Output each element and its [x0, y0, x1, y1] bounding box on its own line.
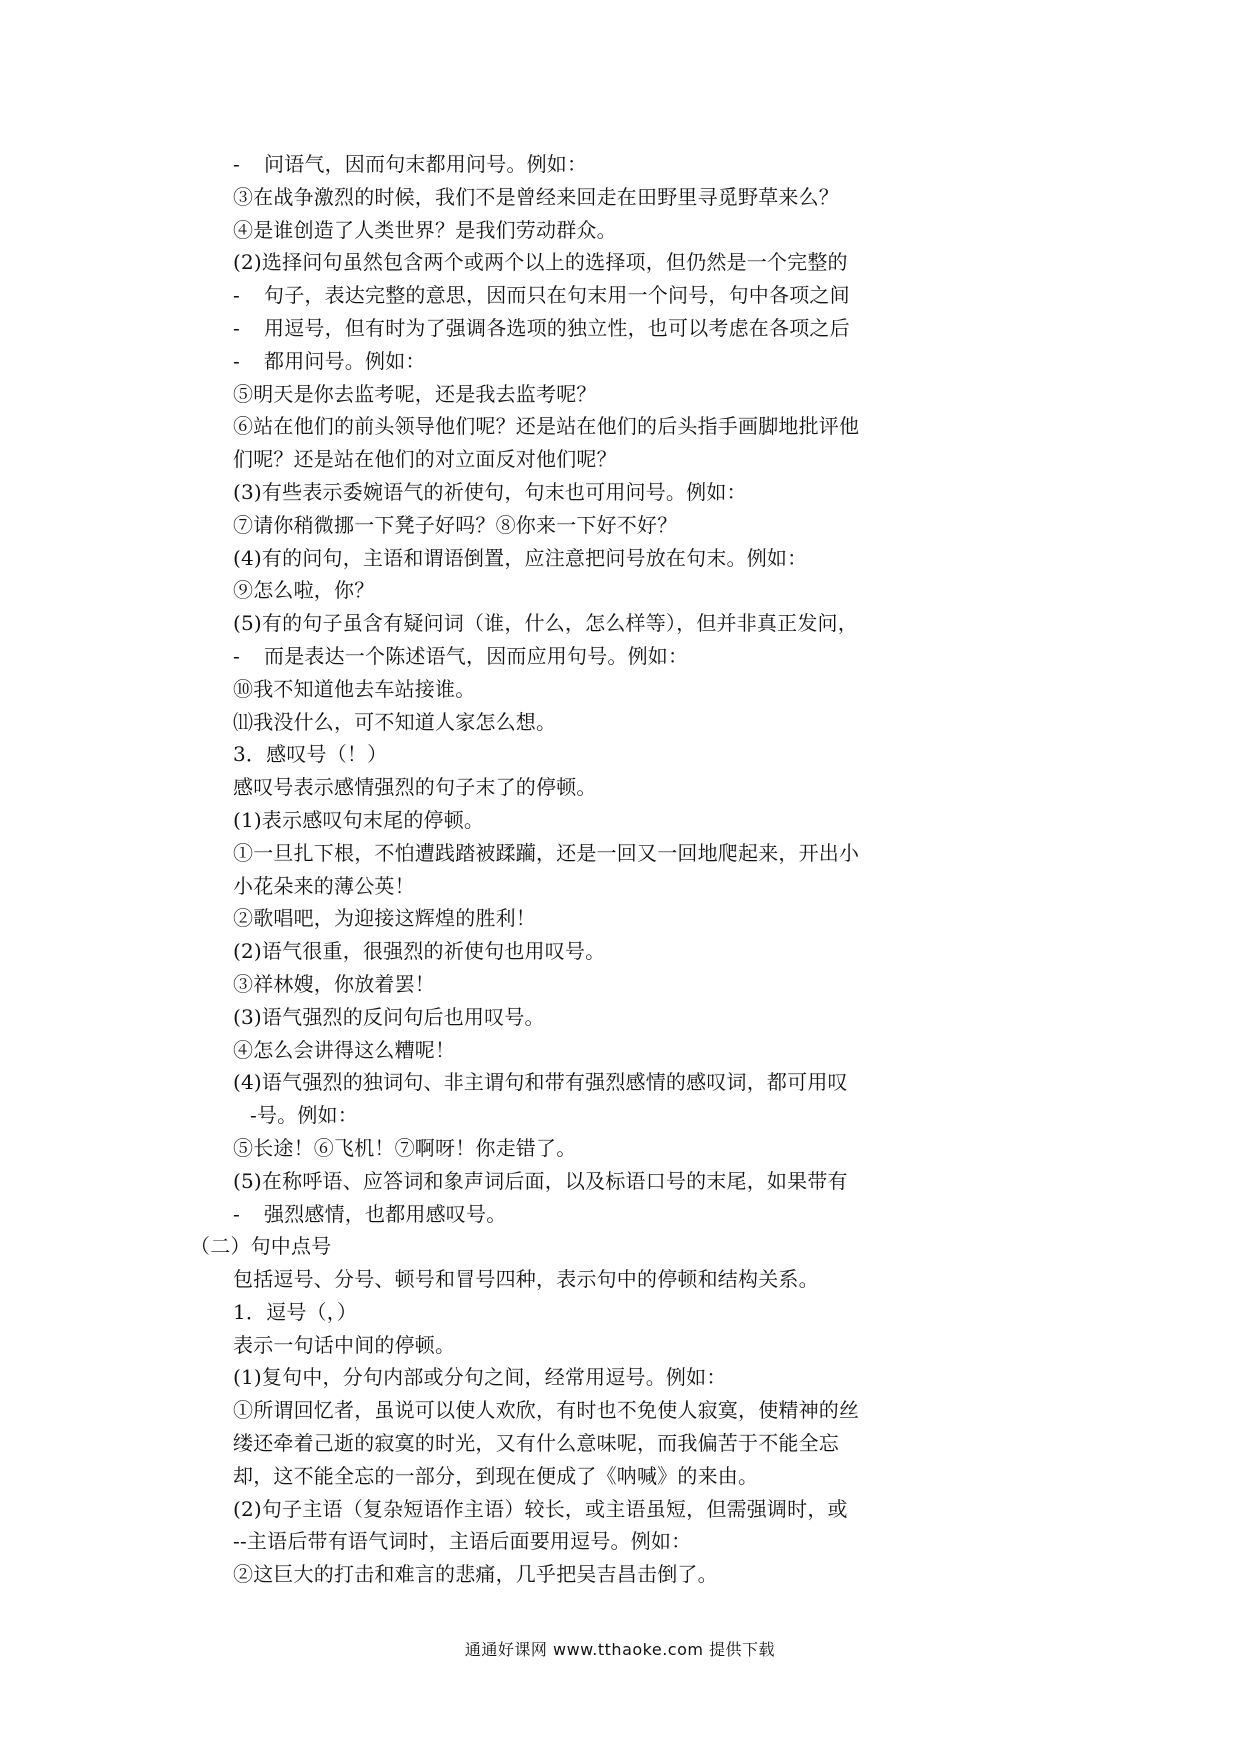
text-line: (4)有的问句，主语和谓语倒置，应注意把问号放在句末。例如：: [233, 545, 808, 570]
text-line: [0, 148, 1240, 181]
text-line: ②歌唱吧，为迎接这辉煌的胜利！: [233, 906, 536, 931]
text-line: [0, 640, 1240, 673]
continuation-dash: -: [233, 152, 240, 176]
text-line: ④是谁创造了人类世界？是我们劳动群众。: [233, 217, 617, 242]
line-text: 强烈感情，也都用感叹号。: [264, 1201, 507, 1226]
text-line: (2)句子主语（复杂短语作主语）较长，或主语虽短，但需强调时，或: [233, 1496, 848, 1521]
text-line: ⑤长途！⑥飞机！⑦啊呀！你走错了。: [233, 1135, 577, 1160]
text-line: [0, 345, 1240, 378]
text-line: [0, 312, 1240, 345]
text-line: ③在战争激烈的时候，我们不是曾经来回走在田野里寻觅野草来么？: [233, 184, 839, 209]
text-line: 缕还牵着己逝的寂寞的时光，又有什么意味呢，而我偏苦于不能全忘: [233, 1431, 839, 1456]
text-line: [0, 279, 1240, 312]
text-line: ②这巨大的打击和难言的悲痛，几乎把吴吉昌击倒了。: [233, 1562, 718, 1587]
line-text: 问语气，因而句末都用问号。例如：: [264, 152, 588, 176]
continuation-dash: -: [233, 1201, 240, 1226]
text-line: 小花朵来的薄公英！: [233, 873, 415, 898]
text-line: -号。例如：: [250, 1103, 358, 1128]
continuation-dash: -: [233, 348, 240, 373]
text-line: (2)语气很重，很强烈的祈使句也用叹号。: [233, 939, 606, 964]
text-line: 感叹号表示感情强烈的句子末了的停顿。: [233, 775, 597, 800]
text-line: ①一旦扎下根，不怕遭践踏被蹂躏，还是一回又一回地爬起来，开出小: [233, 840, 860, 865]
page-footer: 通通好课网 www.tthaoke.com 提供下载: [464, 1640, 776, 1659]
text-line: (1)表示感叹句末尾的停顿。: [233, 807, 485, 832]
line-text: 而是表达一个陈述语气，因而应用句号。例如：: [264, 643, 689, 668]
text-line: ⑦请你稍微挪一下凳子好吗？⑧你来一下好不好？: [233, 512, 678, 537]
continuation-dash: -: [233, 283, 240, 308]
text-line: ③祥林嫂，你放着罢！: [233, 971, 435, 996]
text-line: 3．感叹号（！）: [233, 742, 388, 767]
text-line: ⑾我没什么，可不知道人家怎么想。: [233, 709, 557, 734]
document-body: [0, 148, 1240, 1591]
text-line: (1)复句中，分句内部或分句之间，经常用逗号。例如：: [233, 1365, 727, 1390]
text-line: 包括逗号、分号、顿号和冒号四种，表示句中的停顿和结构关系。: [233, 1267, 819, 1292]
text-line: (2)选择问句虽然包含两个或两个以上的选择项，但仍然是一个完整的: [233, 250, 848, 275]
text-line: ④怎么会讲得这么糟呢！: [233, 1037, 456, 1062]
text-line: （二）句中点号: [190, 1234, 332, 1259]
line-text: 用逗号，但有时为了强调各选项的独立性，也可以考虑在各项之后: [264, 315, 850, 340]
text-line: ⑩我不知道他去车站接谁。: [233, 676, 476, 701]
line-text: 都用问号。例如：: [264, 348, 426, 373]
text-line: 却，这不能全忘的一部分，到现在便成了《呐喊》的来由。: [233, 1463, 759, 1488]
line-text: 句子，表达完整的意思，因而只在句末用一个问号，句中各项之间: [264, 283, 850, 308]
text-line: ⑥站在他们的前头领导他们呢？还是站在他们的后头指手画脚地批评他: [233, 414, 860, 439]
text-line: 1．逗号（，）: [233, 1299, 358, 1324]
text-line: 表示一句话中间的停顿。: [233, 1332, 456, 1357]
text-line: (3)有些表示委婉语气的祈使句，句末也可用问号。例如：: [233, 479, 747, 504]
text-line: ⑤明天是你去监考呢，还是我去监考呢？: [233, 381, 597, 406]
text-line: 们呢？还是站在他们的对立面反对他们呢？: [233, 447, 617, 472]
text-line: ①所谓回忆者，虽说可以使人欢欣，有时也不免使人寂寞，使精神的丝: [233, 1398, 860, 1423]
continuation-dash: -: [233, 643, 240, 668]
text-line: (4)语气强烈的独词句、非主谓句和带有强烈感情的感叹词，都可用叹: [233, 1070, 848, 1095]
text-line: --主语后带有语气词时，主语后面要用逗号。例如：: [233, 1529, 692, 1554]
continuation-dash: -: [233, 315, 240, 340]
text-line: (3)语气强烈的反问句后也用叹号。: [233, 1004, 545, 1029]
text-line: ⑨怎么啦，你？: [233, 578, 375, 603]
text-line: [0, 1198, 1240, 1231]
text-line: (5)在称呼语、应答词和象声词后面，以及标语口号的末尾，如果带有: [233, 1168, 848, 1193]
text-line: (5)有的句子虽含有疑问词（谁，什么，怎么样等），但并非真正发问，: [233, 611, 858, 636]
